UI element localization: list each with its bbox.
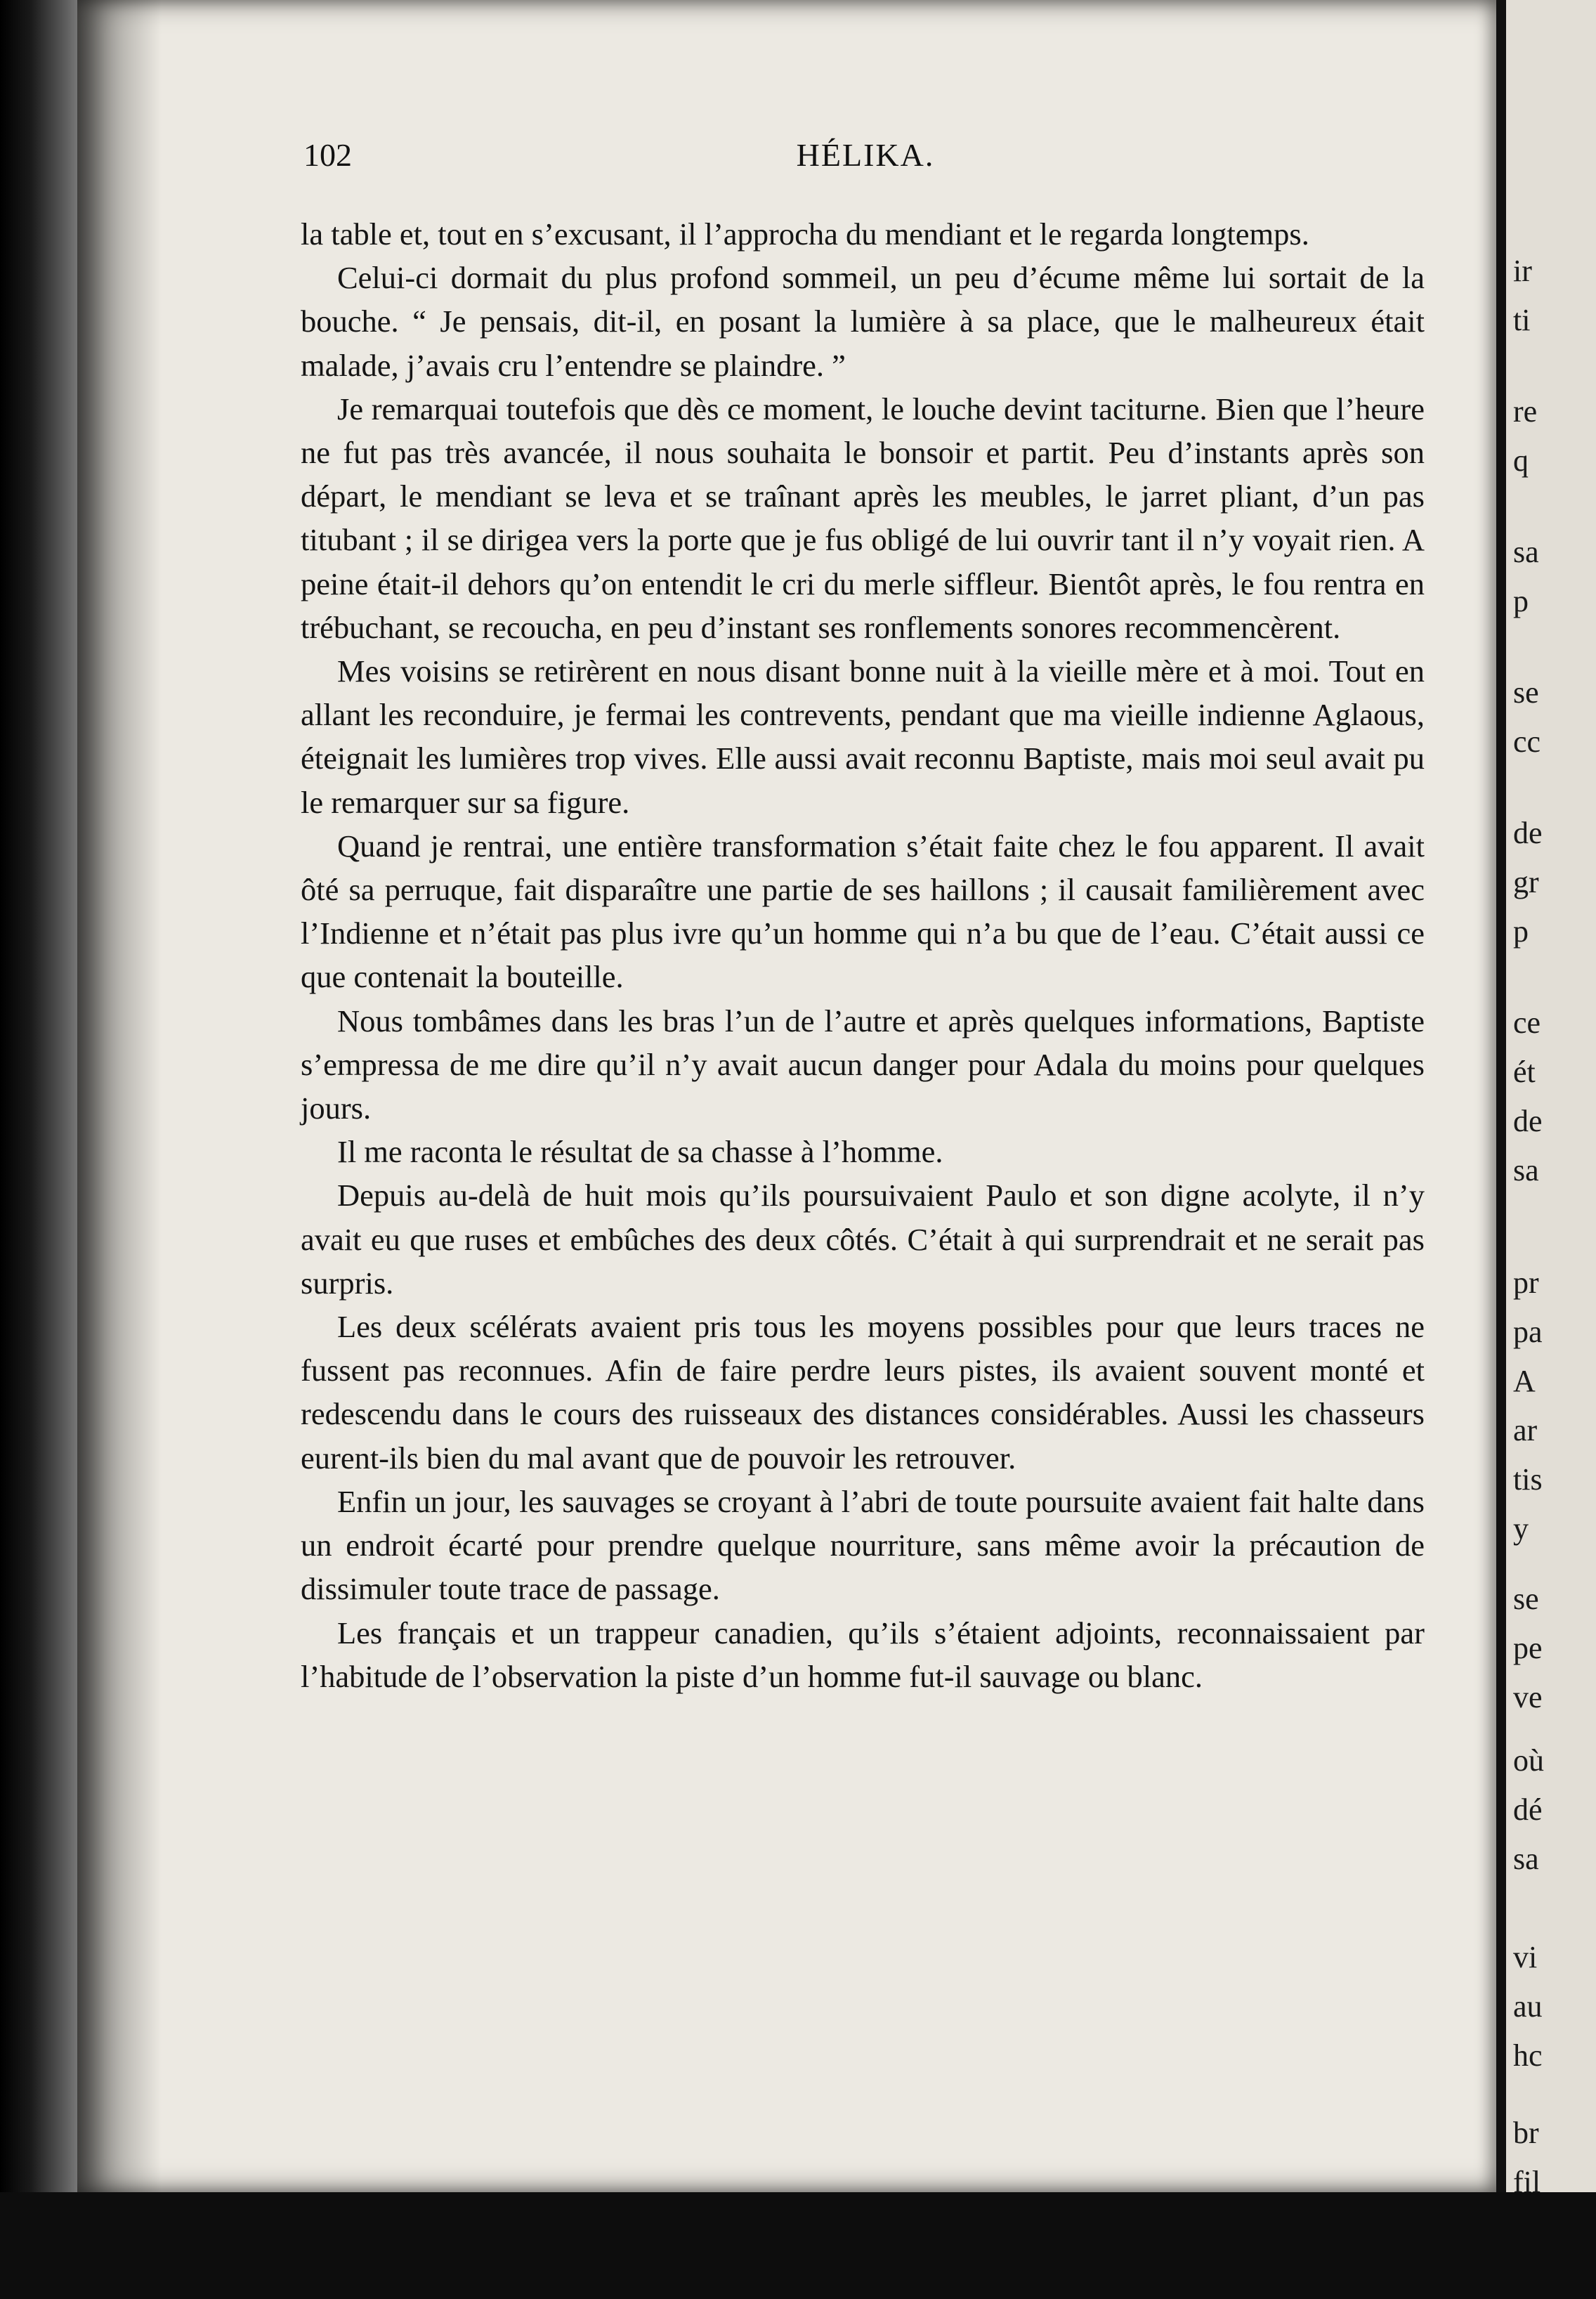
facing-page-fragment: se (1513, 675, 1539, 710)
scan-dark-edge-bottom (0, 2192, 1596, 2299)
facing-page-fragment: sa (1513, 1842, 1539, 1876)
facing-page-fragment: de (1513, 816, 1543, 850)
facing-page-fragment: re (1513, 394, 1538, 429)
facing-page-fragment: pr (1513, 1265, 1539, 1300)
gutter-shadow (77, 0, 162, 2192)
facing-page-fragment: p (1513, 914, 1529, 949)
paragraph: Je remarquai toutefois que dès ce moment, le louche devint taciturne. Bien que l’heure ne fut pas très avancée, il nous souhaita le bonsoir et partit. Peu d’instants après son départ, le mendiant se leva et se traînant après les meubles, le jarret pliant, d’un pas titubant ; il se dirigea vers la porte que je fus obligé de lui ouvrir tant il n’y voyait rien. A peine était-il dehors qu’on entendit le cri du merle siffleur. Bientôt après, le fou rentra en trébuchant, se recoucha, en peu d’instant ses ronflements sonores recommencèrent. (301, 391, 1425, 645)
paragraph: Enfin un jour, les sauvages se croyant à l’abri de toute poursuite avaient fait halte dans un endroit écarté pour prendre quelque nourriture, sans même avoir la précaution de dissimuler toute trace de passage. (301, 1483, 1425, 1607)
facing-page-fragment: ce (1513, 1005, 1541, 1040)
facing-page-fragment: ar (1513, 1413, 1538, 1447)
body-text (301, 212, 1425, 1698)
paragraph: Quand je rentrai, une entière transformation s’était faite chez le fou apparent. Il avait ôté sa perruque, fait disparaître une partie de ses haillons ; il causait familièrement avec l’Indienne et n’était pas plus ivre qu’un homme qui n’a bu que de l’eau. C’était aussi ce que contenait la bouteille. (301, 828, 1425, 995)
facing-page-fragment: dé (1513, 1792, 1543, 1827)
paragraph: Il me raconta le résultat de sa chasse à l’homme. (337, 1134, 943, 1170)
facing-page-fragment: A (1513, 1364, 1536, 1398)
facing-page-fragment: au (1513, 1989, 1543, 2024)
facing-page-fragment: vi (1513, 1940, 1538, 1974)
facing-page-fragment: y (1513, 1511, 1529, 1546)
facing-page-sliver (1496, 0, 1596, 2192)
page-number: 102 (303, 137, 352, 173)
facing-page-fragment: sa (1513, 535, 1539, 569)
facing-page-fragment: se (1513, 1582, 1539, 1616)
facing-page-fragment: hc (1513, 2038, 1543, 2073)
facing-page-fragment: cc (1513, 724, 1541, 759)
paragraph: Depuis au-delà de huit mois qu’ils poursuivaient Paulo et son digne acolyte, il n’y avait eu que ruses et embûches des deux côtés. C’était à qui surprendrait et ne serait pas surpris. (301, 1178, 1425, 1301)
page-header (303, 136, 1427, 178)
running-title: HÉLIKA. (796, 137, 935, 173)
facing-page-fragment: ti (1513, 303, 1531, 337)
facing-page-fragment: br (1513, 2116, 1539, 2150)
facing-page-fragment: ve (1513, 1680, 1543, 1714)
facing-page-fragment: gr (1513, 865, 1539, 899)
facing-page-fragment: tis (1513, 1462, 1543, 1497)
facing-page-fragment: sa (1513, 1153, 1539, 1187)
facing-page-fragment: fil (1513, 2165, 1541, 2192)
paragraph: Les français et un trappeur canadien, qu’ils s’étaient adjoints, reconnaissaient par l’habitude de l’observation la piste d’un homme fut-il sauvage ou blanc. (301, 1615, 1425, 1694)
paragraph: Nous tombâmes dans les bras l’un de l’autre et après quelques informations, Baptiste s’empressa de me dire qu’il n’y avait aucun danger pour Adala du moins pour quelques jours. (301, 1003, 1425, 1126)
facing-page-fragment: ét (1513, 1055, 1536, 1089)
scan-dark-edge-left (0, 0, 77, 2299)
facing-page-fragment: où (1513, 1743, 1544, 1778)
paragraph: Les deux scélérats avaient pris tous les moyens possibles pour que leurs traces ne fussent pas reconnues. Afin de faire perdre leurs pistes, ils avaient souvent monté et redescendu dans le cours des ruisseaux des distances considérables. Aussi les chasseurs eurent-ils bien du mal avant que de pouvoir les retrouver. (301, 1309, 1425, 1476)
facing-page-fragment: pa (1513, 1315, 1543, 1349)
facing-page-fragment: de (1513, 1104, 1543, 1138)
facing-page-fragment: pe (1513, 1631, 1543, 1665)
facing-page-fragment: p (1513, 584, 1529, 618)
facing-page-fragment: ir (1513, 254, 1532, 288)
paragraph: la table et, tout en s’excusant, il l’approcha du mendiant et le regarda longtemps. (301, 216, 1309, 252)
paragraph: Celui-ci dormait du plus profond sommeil, un peu d’écume même lui sortait de la bouche. “ Je pensais, dit-il, en posant la lumière à sa place, que le malheureux était malade, j’avais cru l’entendre se plaindre. ” (301, 260, 1425, 383)
paragraph: Mes voisins se retirèrent en nous disant bonne nuit à la vieille mère et à moi. Tout en allant les reconduire, je fermai les contrevents, pendant que ma vieille indienne Aglaous, éteignait les lumières trop vives. Elle aussi avait reconnu Baptiste, mais moi seul avait pu le remarquer sur sa figure. (301, 653, 1425, 820)
facing-page-fragment: q (1513, 443, 1529, 478)
